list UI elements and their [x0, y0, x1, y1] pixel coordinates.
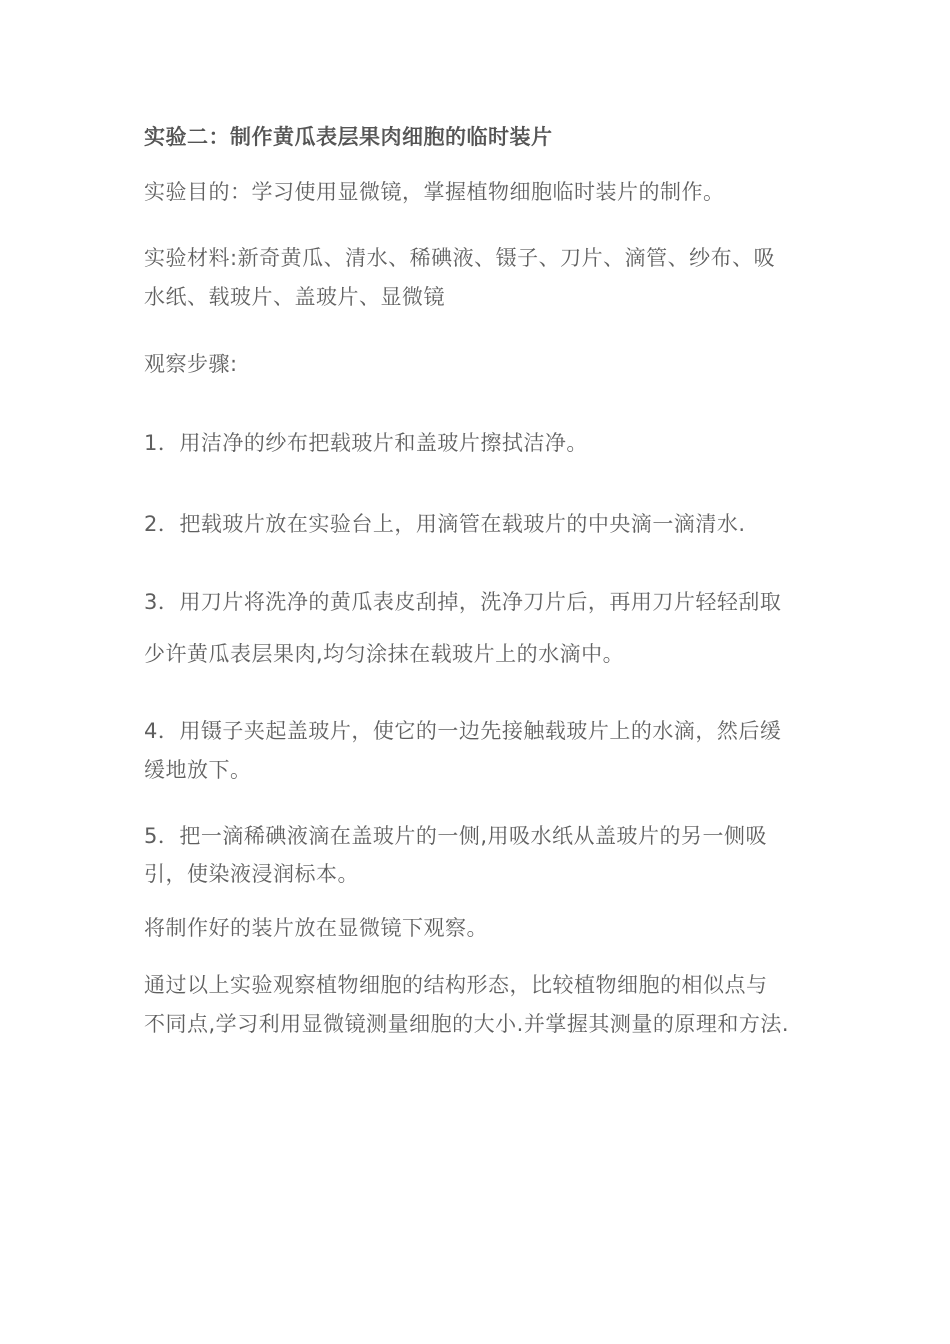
conclusion-line-1: 通过以上实验观察植物细胞的结构形态，比较植物细胞的相似点与: [144, 973, 768, 997]
step-4-line-2: 缓地放下。: [144, 758, 252, 782]
step-1: 1．用洁净的纱布把载玻片和盖玻片擦拭洁净。: [144, 431, 588, 455]
steps-heading: 观察步骤:: [144, 352, 238, 376]
step-4-line-1: 4．用镊子夹起盖玻片，使它的一边先接触载玻片上的水滴，然后缓: [144, 719, 782, 743]
document-title: 实验二：制作黄瓜表层果肉细胞的临时装片: [144, 125, 553, 149]
step-2: 2．把载玻片放在实验台上，用滴管在载玻片的中央滴一滴清水.: [144, 512, 746, 536]
materials-line-1: 实验材料:新奇黄瓜、清水、稀碘液、镊子、刀片、滴管、纱布、吸: [144, 246, 776, 270]
step-5-line-1: 5．把一滴稀碘液滴在盖玻片的一侧,用吸水纸从盖玻片的另一侧吸: [144, 824, 768, 848]
step-3-line-2: 少许黄瓜表层果肉,均匀涂抹在载玻片上的水滴中。: [144, 642, 625, 666]
purpose-text: 实验目的：学习使用显微镜，掌握植物细胞临时装片的制作。: [144, 180, 725, 204]
materials-line-2: 水纸、载玻片、盖玻片、显微镜: [144, 285, 445, 309]
conclusion-line-2: 不同点,学习利用显微镜测量细胞的大小.并掌握其测量的原理和方法.: [144, 1012, 790, 1036]
observe-text: 将制作好的装片放在显微镜下观察。: [144, 916, 488, 940]
step-5-line-2: 引，使染液浸润标本。: [144, 862, 359, 886]
step-3-line-1: 3．用刀片将洗净的黄瓜表皮刮掉，洗净刀片后，再用刀片轻轻刮取: [144, 590, 782, 614]
